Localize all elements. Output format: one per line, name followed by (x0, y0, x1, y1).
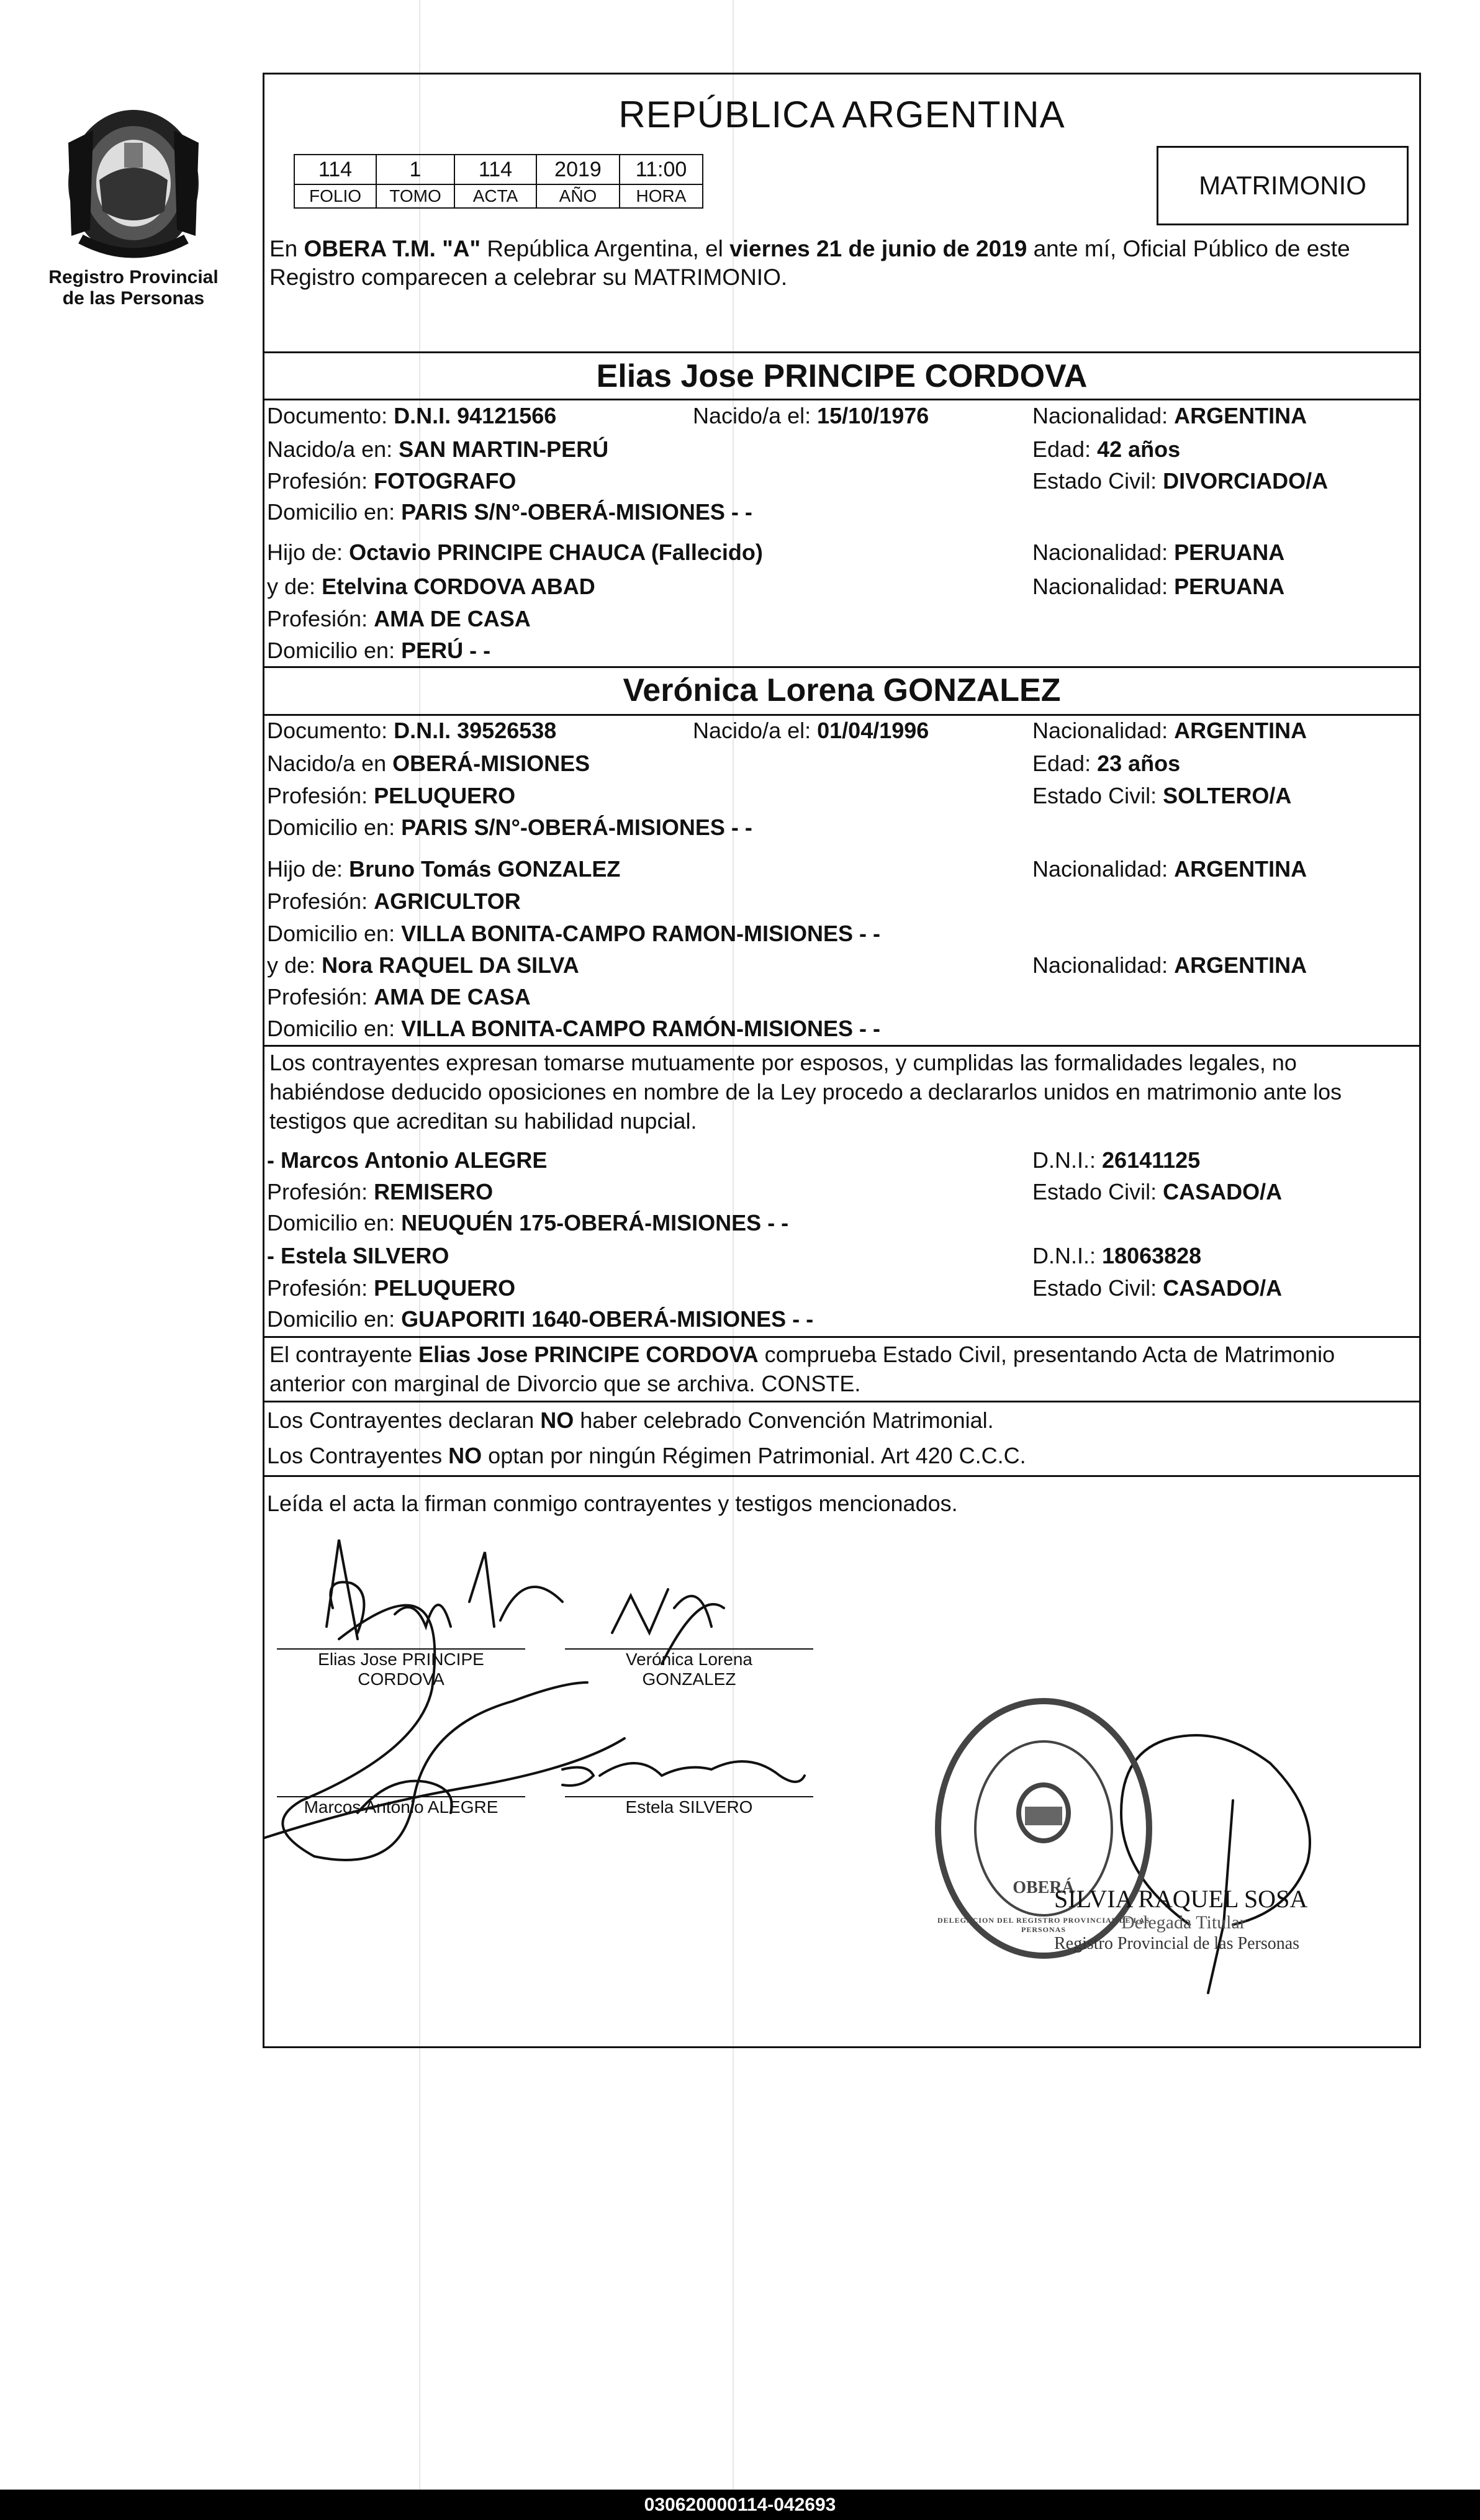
spouse1-age-line: Edad: 42 años (1032, 436, 1181, 462)
spouse2-birthplace-line: Nacido/a en OBERÁ-MISIONES (267, 751, 590, 776)
spouse1-mother-nationality-line: Nacionalidad: PERUANA (1032, 574, 1285, 599)
spouse2-father-address-line: Domicilio en: VILLA BONITA-CAMPO RAMON-MISIONES - - (267, 921, 881, 946)
anio-value: 2019 (536, 155, 620, 184)
convention-line: Los Contrayentes declaran NO haber celebrado Convención Matrimonial. (267, 1407, 994, 1433)
spouse2-mother-profession-line: Profesión: AMA DE CASA (267, 984, 531, 1009)
signature-caption-witness2: Estela SILVERO (625, 1797, 753, 1817)
spouse2-signature (612, 1589, 724, 1664)
witness2-name-line: - Estela SILVERO (267, 1243, 449, 1268)
intro-place: OBERA T.M. "A" (304, 236, 481, 261)
spouse1-profession-line: Profesión: FOTOGRAFO (267, 468, 517, 494)
spouse1-birthplace-line: Nacido/a en: SAN MARTIN-PERÚ (267, 436, 609, 462)
witness2-address-line: Domicilio en: GUAPORITI 1640-OBERÁ-MISIONES - - (267, 1306, 814, 1332)
spouse2-birthdate-line: Nacido/a el: 01/04/1996 (693, 718, 929, 743)
spouse2-mother-nationality-line: Nacionalidad: ARGENTINA (1032, 952, 1307, 978)
logo-caption (37, 267, 230, 309)
folio-label: FOLIO (294, 184, 376, 208)
witness1-civil-status-line: Estado Civil: CASADO/A (1032, 1179, 1283, 1204)
certificate-title: REPÚBLICA ARGENTINA (618, 94, 1065, 135)
witness1-address-line: Domicilio en: NEUQUÉN 175-OBERÁ-MISIONES - - (267, 1210, 789, 1235)
signature-caption-witness1: Marcos Antonio ALEGRE (304, 1797, 499, 1817)
official-title: Delegada Titular (1121, 1912, 1246, 1933)
logo-caption-line1: Registro Provincial (48, 267, 219, 287)
spouse1-parents-profession-line: Profesión: AMA DE CASA (267, 606, 531, 631)
signature-caption-spouse1: Elias Jose PRINCIPE CORDOVA (318, 1650, 484, 1689)
act-type-box: MATRIMONIO (1157, 146, 1409, 225)
spouse2-nationality-line: Nacionalidad: ARGENTINA (1032, 718, 1307, 743)
witness2-profession-line: Profesión: PELUQUERO (267, 1275, 516, 1301)
logo-caption-line2: de las Personas (62, 288, 205, 309)
official-name: SILVIA RAQUEL SOSA (1054, 1885, 1308, 1913)
witness1-signature (264, 1738, 625, 1844)
intro-mid: República Argentina, el (481, 236, 730, 261)
spouse1-father-line: Hijo de: Octavio PRINCIPE CHAUCA (Fallecido) (267, 540, 763, 565)
seal-inner-text: OBERÁ (1013, 1878, 1075, 1897)
spouse1-birthdate-line: Nacido/a el: 15/10/1976 (693, 403, 929, 428)
witness2-civil-status-line: Estado Civil: CASADO/A (1032, 1275, 1283, 1301)
spouse1-civil-status-line: Estado Civil: DIVORCIADO/A (1032, 468, 1329, 494)
seal-outer-text: DELEGACION DEL REGISTRO PROVINCIAL DE LAS PERSONAS (937, 1916, 1150, 1934)
hora-value: 11:00 (620, 155, 703, 184)
official-signature (1121, 1735, 1310, 1993)
spouse2-address-line: Domicilio en: PARIS S/N°-OBERÁ-MISIONES - - (267, 815, 752, 840)
spouse2-mother-line: y de: Nora RAQUEL DA SILVA (267, 952, 579, 978)
folio-value: 114 (294, 155, 376, 184)
witness1-name-line: - Marcos Antonio ALEGRE (267, 1147, 548, 1173)
spouse2-mother-address-line: Domicilio en: VILLA BONITA-CAMPO RAMÓN-MISIONES - - (267, 1016, 881, 1041)
divorce-note-paragraph: El contrayente Elias Jose PRINCIPE CORDOVA comprueba Estado Civil, presentando Acta de Matrimonio anterior con marginal de Divorcio que se archiva. CONSTE. (269, 1342, 1335, 1396)
spouse1-nationality-line: Nacionalidad: ARGENTINA (1032, 403, 1307, 428)
signature-caption-spouse2: Verónica Lorena GONZALEZ (626, 1650, 752, 1689)
handwritten-signatures (264, 75, 1423, 2050)
signatures-intro: Leída el acta la firman conmigo contrayentes y testigos mencionados. (267, 1491, 958, 1516)
document-barcode-number: 030620000114-042693 (0, 2490, 1480, 2520)
spouse1-address-line: Domicilio en: PARIS S/N°-OBERÁ-MISIONES - - (267, 499, 752, 525)
spouse1-name-heading: Elias Jose PRINCIPE CORDOVA (596, 358, 1088, 394)
witness1-dni-line: D.N.I.: 26141125 (1032, 1147, 1201, 1173)
official-organization: Registro Provincial de las Personas (1054, 1934, 1300, 1953)
tomo-label: TOMO (376, 184, 454, 208)
spouse2-documento-line: Documento: D.N.I. 39526538 (267, 718, 557, 743)
anio-label: AÑO (536, 184, 620, 208)
spouse2-father-nationality-line: Nacionalidad: ARGENTINA (1032, 856, 1307, 882)
witness1-profession-line: Profesión: REMISERO (267, 1179, 494, 1204)
spouse2-father-line: Hijo de: Bruno Tomás GONZALEZ (267, 856, 621, 882)
acta-value: 114 (454, 155, 536, 184)
marriage-certificate-frame (263, 73, 1421, 2048)
tomo-value: 1 (376, 155, 454, 184)
spouse1-mother-line: y de: Etelvina CORDOVA ABAD (267, 574, 595, 599)
spouse2-name-heading: Verónica Lorena GONZALEZ (623, 672, 1061, 708)
spouse2-profession-line: Profesión: PELUQUERO (267, 783, 516, 808)
hora-label: HORA (620, 184, 703, 208)
intro-prefix: En (269, 236, 304, 261)
spouse1-signature-initials (327, 1540, 562, 1639)
patrimonial-regime-line: Los Contrayentes NO optan por ningún Régimen Patrimonial. Art 420 C.C.C. (267, 1443, 1026, 1468)
spouse2-civil-status-line: Estado Civil: SOLTERO/A (1032, 783, 1292, 808)
intro-suffix: ante mí, Oficial Público de este Registro comparecen a celebrar su MATRIMONIO. (269, 236, 1350, 290)
acta-label: ACTA (454, 184, 536, 208)
provincial-registry-logo (56, 106, 211, 267)
spouse1-parents-address-line: Domicilio en: PERÚ - - (267, 638, 491, 663)
spouse1-father-nationality-line: Nacionalidad: PERUANA (1032, 540, 1285, 565)
spouse1-documento-line: Documento: D.N.I. 94121566 (267, 403, 557, 428)
witness2-signature (562, 1761, 805, 1786)
spouse2-father-profession-line: Profesión: AGRICULTOR (267, 888, 521, 914)
witness2-dni-line: D.N.I.: 18063828 (1032, 1243, 1202, 1268)
declaration-paragraph: Los contrayentes expresan tomarse mutuamente por esposos, y cumplidas las formalidades legales, no habiéndose deducido oposiciones en nombre de la Ley procedo a declararlos unidos en matrimonio ante los testigos que acreditan su habilidad nupcial. (269, 1050, 1342, 1134)
intro-date: viernes 21 de junio de 2019 (729, 236, 1027, 261)
spouse2-age-line: Edad: 23 años (1032, 751, 1181, 776)
